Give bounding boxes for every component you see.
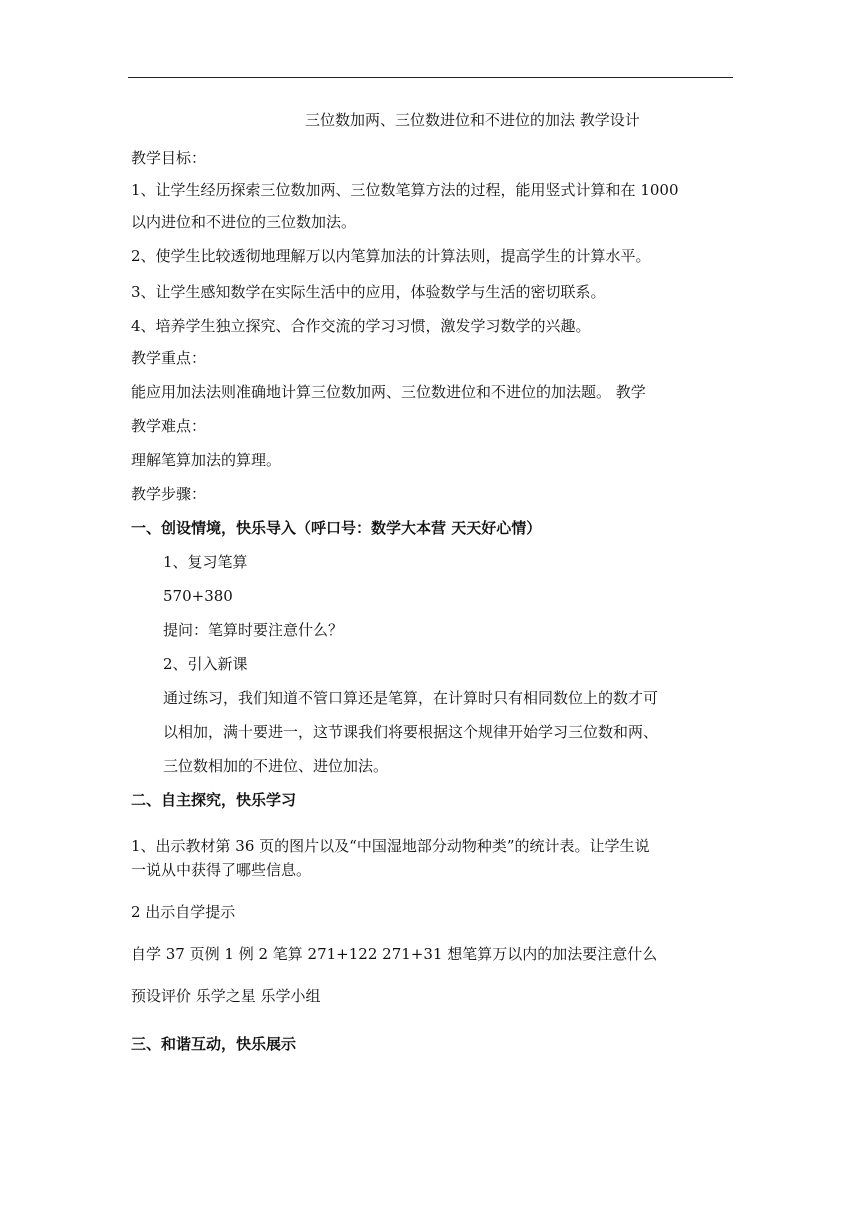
- objective-1-line-1: 1、让学生经历探索三位数加两、三位数笔算方法的过程，能用竖式计算和在 1000: [131, 181, 679, 199]
- key-points-text: 能应用加法法则准确地计算三位数加两、三位数进位和不进位的加法题。 教学: [131, 383, 646, 401]
- section-2-evaluation: 预设评价 乐学之星 乐学小组: [131, 987, 321, 1005]
- section-1-item-1: 1、复习笔算: [163, 553, 248, 571]
- section-2-item-1-line-2: 一说从中获得了哪些信息。: [131, 861, 312, 879]
- section-1-expression: 570+380: [163, 587, 233, 605]
- section-1-item-2: 2、引入新课: [163, 655, 248, 673]
- section-2-item-1-line-1: 1、出示教材第 36 页的图片以及“中国湿地部分动物种类”的统计表。让学生说: [131, 837, 650, 855]
- section-1-paragraph-line-3: 三位数相加的不进位、进位加法。: [163, 757, 389, 775]
- difficulty-text: 理解笔算加法的算理。: [131, 451, 282, 469]
- section-2-self-study: 自学 37 页例 1 例 2 笔算 271+122 271+31 想笔算万以内的加法要注意什么: [131, 945, 658, 963]
- section-1-paragraph-line-2: 以相加，满十要进一，这节课我们将要根据这个规律开始学习三位数和两、: [163, 723, 659, 741]
- difficulty-heading: 教学难点：: [131, 417, 207, 435]
- objectives-heading: 教学目标：: [131, 149, 207, 167]
- section-1-heading: 一、创设情境，快乐导入（呼口号：数学大本营 天天好心情）: [131, 519, 542, 537]
- steps-heading: 教学步骤：: [131, 485, 207, 503]
- section-2-item-2: 2 出示自学提示: [131, 903, 236, 921]
- objective-1-line-2: 以内进位和不进位的三位数加法。: [131, 213, 357, 231]
- header-rule: [128, 77, 733, 78]
- objective-2: 2、使学生比较透彻地理解万以内笔算加法的计算法则，提高学生的计算水平。: [131, 247, 651, 265]
- key-points-heading: 教学重点：: [131, 349, 207, 367]
- section-2-heading: 二、自主探究，快乐学习: [131, 791, 297, 809]
- section-3-heading: 三、和谐互动，快乐展示: [131, 1035, 297, 1053]
- objective-3: 3、让学生感知数学在实际生活中的应用，体验数学与生活的密切联系。: [131, 283, 606, 301]
- section-1-paragraph-line-1: 通过练习，我们知道不管口算还是笔算，在计算时只有相同数位上的数才可: [163, 689, 659, 707]
- objective-4: 4、培养学生独立探究、合作交流的学习习惯，激发学习数学的兴趣。: [131, 317, 591, 335]
- document-title: 三位数加两、三位数进位和不进位的加法 教学设计: [305, 111, 640, 129]
- section-1-question: 提问：笔算时要注意什么？: [163, 621, 344, 639]
